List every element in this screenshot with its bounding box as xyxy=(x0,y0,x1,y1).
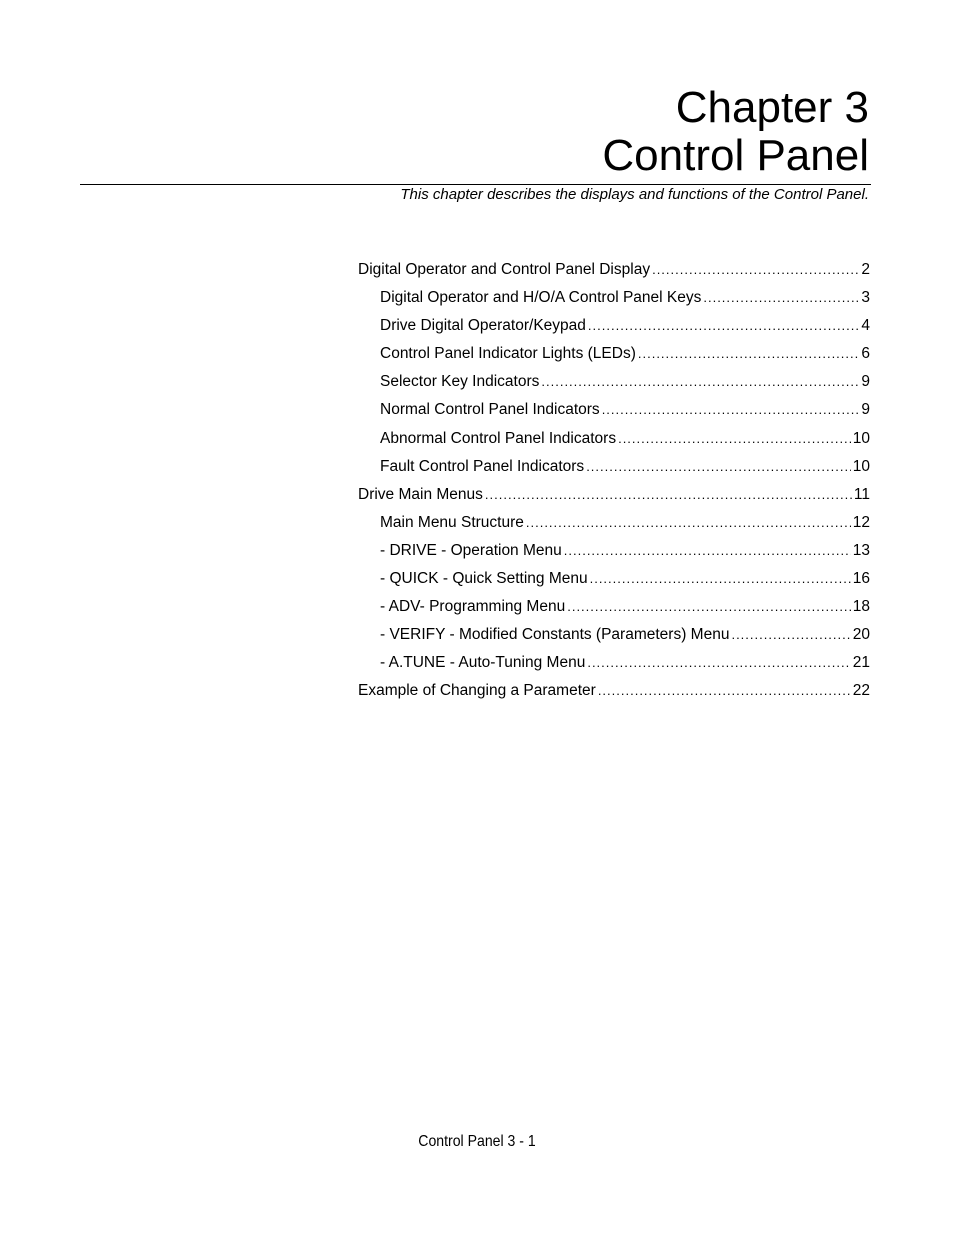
toc-entry[interactable] xyxy=(358,512,870,540)
toc-page-number: 13 xyxy=(852,541,870,559)
toc-page-number: 18 xyxy=(852,598,870,616)
toc-dot-leader xyxy=(731,624,850,646)
toc-entry[interactable] xyxy=(358,315,870,343)
toc-entry[interactable] xyxy=(358,540,870,568)
toc-entry[interactable] xyxy=(358,680,870,708)
chapter-subtitle: This chapter describes the displays and functions of the Control Panel. xyxy=(400,186,869,203)
toc-entry[interactable] xyxy=(358,596,870,624)
toc-entry[interactable] xyxy=(358,484,870,512)
toc-entry[interactable] xyxy=(358,456,870,484)
toc-entry-title: - QUICK - Quick Setting Menu xyxy=(380,570,588,588)
toc-dot-leader xyxy=(526,512,851,534)
toc-page-number: 2 xyxy=(861,261,870,278)
toc-entry[interactable] xyxy=(358,259,870,287)
chapter-title xyxy=(602,84,869,180)
page-footer: Control Panel 3 - 1 xyxy=(418,1133,536,1150)
toc-entry-title: Abnormal Control Panel Indicators xyxy=(380,429,617,447)
toc-entry[interactable] xyxy=(358,343,870,371)
toc-entry-title: Normal Control Panel Indicators xyxy=(380,401,600,419)
toc-entry-title: Digital Operator and H/O/A Control Panel Keys xyxy=(380,289,702,307)
toc-entry-title: Digital Operator and Control Panel Display xyxy=(358,261,651,278)
toc-page-number: 10 xyxy=(852,429,870,447)
toc-dot-leader xyxy=(652,259,859,281)
toc-page-number: 6 xyxy=(861,345,870,363)
toc-page-number: 12 xyxy=(852,513,870,531)
toc-entry[interactable] xyxy=(358,371,870,399)
chapter-number: Chapter 3 xyxy=(675,83,869,132)
toc-page-number: 9 xyxy=(861,401,870,419)
toc-dot-leader xyxy=(598,680,851,702)
toc-dot-leader xyxy=(567,596,851,618)
toc-entry-title: - ADV- Programming Menu xyxy=(380,598,566,616)
toc-page-number: 20 xyxy=(852,626,870,644)
toc-entry-title: Example of Changing a Parameter xyxy=(358,682,596,700)
toc-entry-title: Main Menu Structure xyxy=(380,513,524,531)
toc-entry[interactable] xyxy=(358,624,870,652)
toc-entry-title: - DRIVE - Operation Menu xyxy=(380,541,562,559)
toc-entry[interactable] xyxy=(358,568,870,596)
toc-dot-leader xyxy=(485,484,852,506)
toc-entry[interactable] xyxy=(358,428,870,456)
chapter-name: Control Panel xyxy=(602,131,869,180)
toc-page-number: 11 xyxy=(853,485,870,503)
toc-entry[interactable] xyxy=(358,399,870,427)
toc-dot-leader xyxy=(588,315,859,337)
toc-dot-leader xyxy=(587,652,850,674)
toc-dot-leader xyxy=(703,287,859,309)
toc-entry-title: Control Panel Indicator Lights (LEDs) xyxy=(380,345,636,363)
toc-entry[interactable] xyxy=(358,652,870,680)
toc-dot-leader xyxy=(541,371,859,393)
toc-page-number: 21 xyxy=(852,654,870,672)
toc-entry-title: Selector Key Indicators xyxy=(380,373,540,391)
title-divider xyxy=(80,184,871,185)
toc-page-number: 16 xyxy=(852,570,870,588)
toc-page-number: 22 xyxy=(852,682,870,700)
toc-entry-title: Drive Main Menus xyxy=(358,485,483,503)
toc-page-number: 3 xyxy=(861,289,870,307)
toc-dot-leader xyxy=(590,568,851,590)
toc-entry-title: Drive Digital Operator/Keypad xyxy=(380,317,586,335)
toc-dot-leader xyxy=(586,456,851,478)
table-of-contents xyxy=(358,259,870,709)
toc-dot-leader xyxy=(618,428,851,450)
toc-entry-title: - A.TUNE - Auto-Tuning Menu xyxy=(380,654,586,672)
toc-entry[interactable] xyxy=(358,287,870,315)
toc-dot-leader xyxy=(638,343,860,365)
toc-page-number: 4 xyxy=(861,317,870,335)
toc-page-number: 9 xyxy=(861,373,870,391)
toc-dot-leader xyxy=(602,399,860,421)
toc-page-number: 10 xyxy=(852,457,870,475)
toc-dot-leader xyxy=(564,540,851,562)
toc-entry-title: Fault Control Panel Indicators xyxy=(380,457,585,475)
toc-entry-title: - VERIFY - Modified Constants (Parameters) Menu xyxy=(380,626,730,644)
